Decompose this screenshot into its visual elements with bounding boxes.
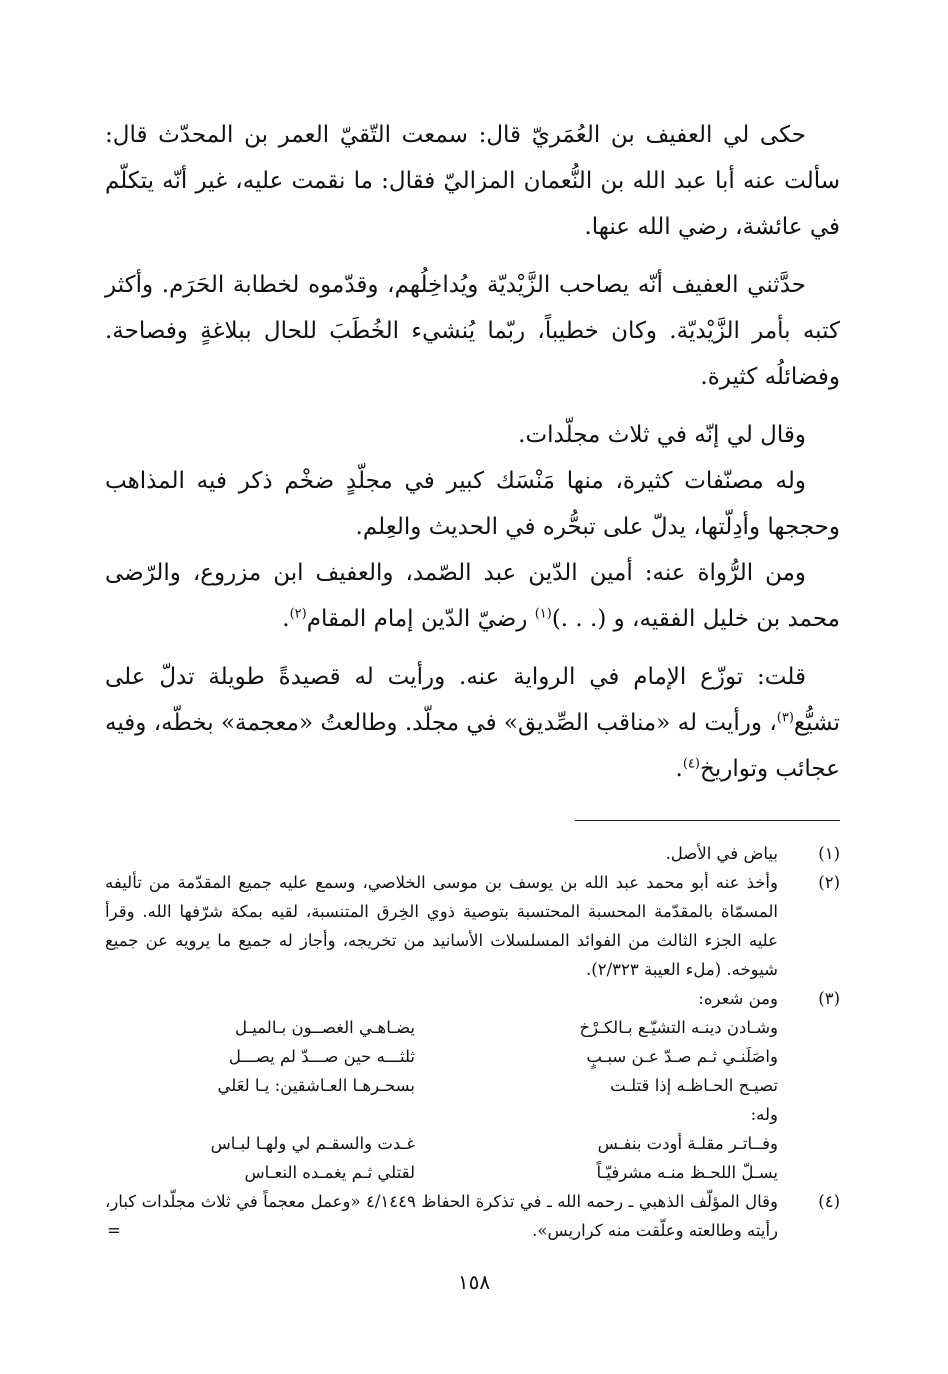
footnote-4 xyxy=(105,1187,840,1245)
footnote-ref-2[interactable]: (٢) xyxy=(289,606,307,622)
footnote-number: (١) xyxy=(818,844,840,863)
verse-hemistich-first: واصَلَنـي ثـم صـدّ عـن سبـبٍ xyxy=(586,1047,778,1066)
verse-hemistich-first: وفــاتـر مقلـة أودت بنفـس xyxy=(597,1134,778,1153)
paragraph-5 xyxy=(105,550,840,642)
verse-hemistich-second: غـدت والسقـم لي ولهـا لبـاس xyxy=(210,1134,415,1153)
verse-line xyxy=(105,1013,778,1042)
poem-verses-1 xyxy=(105,1013,778,1187)
verse-hemistich-first: تصيـح الحـاظـه إذا قتلـت xyxy=(610,1076,778,1095)
paragraph-5-text-a: ومن الرُّواة عنه: أمين الدّين عبد الصّمد، والعفيف ابن مزروع، والرّضى محمد بن خليل الفقيه، و (. . .) xyxy=(105,560,840,632)
paragraph-5-text-b: رضيّ الدّين إمام المقام xyxy=(306,606,535,632)
paragraph-2: حدَّثني العفيف أنّه يصاحب الزَّيْديّة ويُداخِلُهم، وقدّموه لخطابة الحَرَم. وأكثر كتبه بأمر الزَّيْديّة. وكان خطيباً، ربّما يُنشيء الخُطَبَ للحال ببلاغةٍ وفصاحة. وفضائلُه كثيرة. xyxy=(105,272,840,390)
verse-hemistich-second: لقتلي ثـم يغمـده النعـاس xyxy=(244,1163,415,1182)
verse-hemistich-second: بسحـرهـا العـاشقين: يـا لعَلي xyxy=(217,1076,415,1095)
paragraph-1: حكى لي العفيف بن العُمَريّ قال: سمعت التّقيّ العمر بن المحدّث قال: سألت عنه أبا عبد الله بن النُّعمان المزاليّ فقال: ما نقمت عليه، غير أنّه يتكلّم في عائشة، رضي الله عنها. xyxy=(105,122,840,240)
footnote-number: (٢) xyxy=(818,873,840,892)
verse-line xyxy=(105,1042,778,1071)
paragraph-4: وله مصنّفات كثيرة، منها مَنْسَك كبير في مجلّدٍ ضخْم ذكر فيه المذاهب وحججها وأدِلّتها، يدلّ على تبحُّره في الحديث والعِلم. xyxy=(105,468,840,540)
verse-hemistich-second: يضـاهـي الغصــون بـالميـل xyxy=(234,1018,415,1037)
footnote-number: (٣) xyxy=(818,989,840,1008)
footnote-ref-4[interactable]: (٤) xyxy=(682,756,700,772)
verse-line xyxy=(105,1158,778,1187)
footnote-text: وأخذ عنه أبو محمد عبد الله بن يوسف بن موسى الخلاصي، وسمع عليه جميع المقدّمة من تأليفه المسمّاة بالمقدّمة المحسبة المحتسبة بتوصية ذوي الخِرق المتنسبة، لقيه بمكة شرّفها الله. وقرأ عليه الجزء الثالث من الفوائد المسلسلات الأسانيد من تخريجه، وأجاز له جميع ما يرويه عن جميع شيوخه. (ملء العيبة ٢/٣٢٣). xyxy=(105,873,778,979)
paragraph-3: وقال لي إنّه في ثلاث مجلّدات. xyxy=(518,422,806,448)
verse-hemistich-second: ثلثـــه حين صـــدّ لم يصـــل xyxy=(228,1047,415,1066)
verse-line xyxy=(105,1071,778,1100)
paragraph-6 xyxy=(105,654,840,792)
footnote-separator xyxy=(575,820,840,821)
verse-label: وله: xyxy=(750,1105,778,1124)
page-number: ١٥٨ xyxy=(457,1270,491,1294)
page-content xyxy=(105,112,840,1352)
footnote-ref-3[interactable]: (٣) xyxy=(776,710,794,726)
paragraph-5-text-c: . xyxy=(282,606,290,632)
verse-hemistich-first: وشـادن دينـه التشيّـع بـالكـرْخ xyxy=(579,1018,778,1037)
paragraph-6-text-a: قلت: توزّع الإمام في الرواية عنه. ورأيت له قصيدةً طويلة تدلّ على تشيُّع xyxy=(105,664,840,736)
footnote-1 xyxy=(105,839,840,868)
verse-line xyxy=(105,1129,778,1158)
footnote-text: ومن شعره: xyxy=(698,989,778,1008)
footnote-text: بياض في الأصل. xyxy=(665,844,778,863)
footnote-number: (٤) xyxy=(818,1192,840,1211)
footnote-2 xyxy=(105,868,840,984)
verse-hemistich-first: يسـلّ اللحـظ منـه مشرفيّـاً xyxy=(596,1163,778,1182)
footnotes xyxy=(105,839,840,1245)
footnote-3 xyxy=(105,984,840,1013)
continuation-mark: = xyxy=(107,1221,121,1240)
footnote-ref-1[interactable]: (١) xyxy=(534,606,552,622)
footnote-text: وقال المؤلّف الذهبي ـ رحمه الله ـ في تذكرة الحفاظ ٤/١٤٤٩ «وعمل معجماً في ثلاث مجلّدات كبار، رأيته وطالعته وعلّقت منه كراريس». xyxy=(105,1192,778,1240)
paragraph-6-text-b: ، ورأيت له «مناقب الصِّديق» في مجلّد. وطالعتُ «معجمة» بخطّه، وفيه عجائب وتواريخ xyxy=(105,710,840,782)
paragraph-6-text-c: . xyxy=(675,756,683,782)
